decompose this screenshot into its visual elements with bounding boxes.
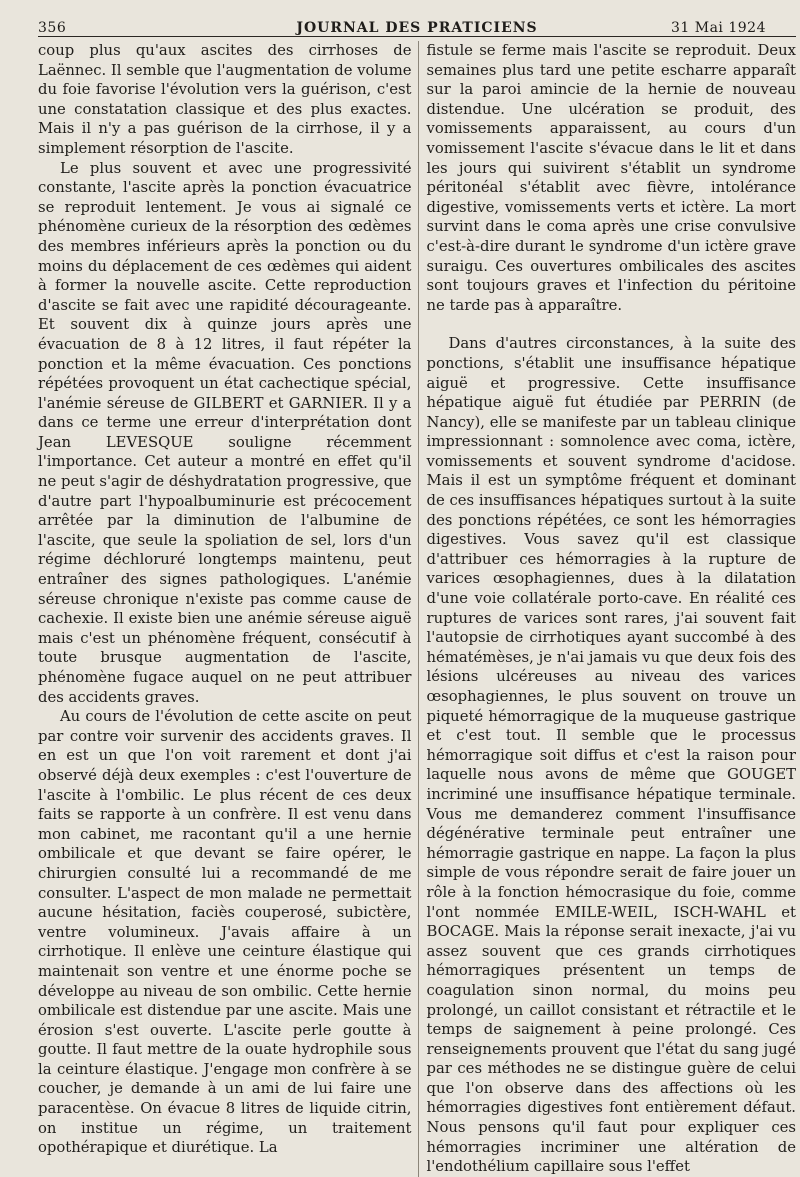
running-header [38,0,796,37]
text-columns [38,37,796,1177]
journal-title: JOURNAL DES PRATICIENS [296,20,538,36]
paragraph: Au cours de l'évolution de cette ascite on peut par contre voir survenir des accidents graves. Il en est un que l'on voit rarement et dont j'ai observé déjà deux exemples : c'est l'ouverture de l'ascite à l'ombilic. Le plus récent de ces deux faits se rapporte à un confrère. Il est venu dans mon cabinet, me racontant qu'il a une hernie ombilicale et que devant se faire opérer, le chirurgien consulté lui a recommandé de me consulter. L'aspect de mon malade ne permettait aucune hésitation, faciès couperosé, subictère, ventre volumineux. J'avais affaire à un cirrhotique. Il enlève une ceinture élastique qui maintenait son ventre et une énorme poche se développe au niveau de son ombilic. Cette hernie ombilicale est distendue par une ascite. Mais une érosion s'est ouverte. L'ascite perle goutte à goutte. Il faut mettre de la ouate hydrophile sous la ceinture élastique. J'engage mon confrère à se coucher, je demande à un ami de lui faire une paracentèse. On évacue 8 litres de liquide citrin, on institue un régime, un traitement opothérapique et diurétique. La [38,708,412,1157]
page-number: 356 [38,20,67,36]
paragraph: Dans d'autres circonstances, à la suite des ponctions, s'établit une insuffisance hépatique aiguë et progressive. Cette insuffisance hépatique aiguë fut étudiée par PERRIN (de Nancy), elle se manifeste par un tableau clinique impressionnant : somnolence avec coma, ictère, vomissements et souvent syndrome d'acidose. Mais il est un symptôme fréquent et dominant de ces insuffisances hépatiques surtout à la suite des ponctions répétées, ce sont les hémorragies digestives. Vous savez qu'il est classique d'attribuer ces hémorragies à la rupture de varices œsophagiennes, dues à la dilatation d'une voie collatérale porto-cave. En réalité ces ruptures de varices sont rares, j'ai souvent fait l'autopsie de cirrhotiques ayant succombé à des hématémèses, je n'ai jamais vu que deux fois des lésions ulcéreuses au niveau des varices œsophagiennes, le plus souvent on trouve un piqueté hémorragique de la muqueuse gastrique et c'est tout. Il semble que le processus hémorragique soit diffus et c'est la raison pour laquelle nous avons de même que GOUGET incriminé une insuffisance hépatique terminale. Vous me demanderez comment l'insuffisance dégénérative terminale peut entraîner une hémorragie gastrique en nappe. La façon la plus simple de vous répondre serait de faire jouer un rôle à la fonction hémocrasique du foie, comme l'ont nommée EMILE-WEIL, ISCH-WAHL et BOCAGE. Mais la réponse serait inexacte, j'ai vu assez souvent que ces grands cirrhotiques hémorragiques présentent un temps de coagulation sinon normal, du moins peu prolongé, un caillot consistant et rétractile et le temps de saignement à peine prolongé. Ces renseignements prouvent que l'état du sang jugé par ces méthodes ne se distingue guère de celui que l'on observe dans des affections où les hémorragies digestives font entièrement défaut. Nous pensons qu'il faut pour expliquer ces hémorragies incriminer une altération de l'endothélium capillaire sous l'effet [426,335,796,1176]
paragraph: coup plus qu'aux ascites des cirrhoses de Laënnec. Il semble que l'augmentation de volume du foie favorise l'évolution vers la guérison, c'est une constatation classique et des plus exactes. Mais il n'y a pas guérison de la cirrhose, il y a simplement résorption de l'ascite. [38,42,412,157]
right-column [418,41,797,1177]
issue-date: 31 Mai 1924 [670,20,766,36]
paragraph: fistule se ferme mais l'ascite se reproduit. Deux semaines plus tard une petite escharre apparaît sur la paroi amincie de la hernie de nouveau distendue. Une ulcération se produit, des vomissements apparaissent, au cours d'un vomissement l'ascite s'évacue dans le lit et dans les jours qui suivirent s'établit un syndrome péritonéal s'établit avec fièvre, intolérance digestive, vomissements verts et ictère. La mort survint dans le coma après une crise convulsive c'est-à-dire durant le syndrome d'un ictère grave suraigu. Ces ouvertures ombilicales des ascites sont toujours graves et l'infection du péritoine ne tarde pas à apparaître. [426,42,796,314]
paragraph: Le plus souvent et avec une progressivité constante, l'ascite après la ponction évacuatrice se reproduit lentement. Je vous ai signalé ce phénomène curieux de la résorption des œdèmes des membres inférieurs après la ponction ou du moins du déplacement de ces œdèmes qui aident à former la nouvelle ascite. Cette reproduction d'ascite se fait avec une rapidité décourageante. Et souvent dix à quinze jours après une évacuation de 8 à 12 litres, il faut répéter la ponction et la même évacuation. Ces ponctions répétées provoquent un état cachectique spécial, l'anémie séreuse de GILBERT et GARNIER. Il y a dans ce terme une erreur d'interprétation dont Jean LEVESQUE souligne récemment l'importance. Cet auteur a montré en effet qu'il ne peut s'agir de déshydratation progressive, que d'autre part l'hypoalbuminurie est précocement arrêtée par la diminution de l'albumine de l'ascite, que seule la spoliation de sel, lors d'un régime déchloruré longtemps maintenu, peut entraîner des signes pathologiques. L'anémie séreuse chronique n'existe pas comme cause de cachexie. Il existe bien une anémie séreuse aiguë mais c'est un phénomène fréquent, consécutif à toute brusque augmentation de l'ascite, phénomène fugace auquel on ne peut attribuer des accidents graves. [38,159,412,706]
left-column [38,41,412,1177]
